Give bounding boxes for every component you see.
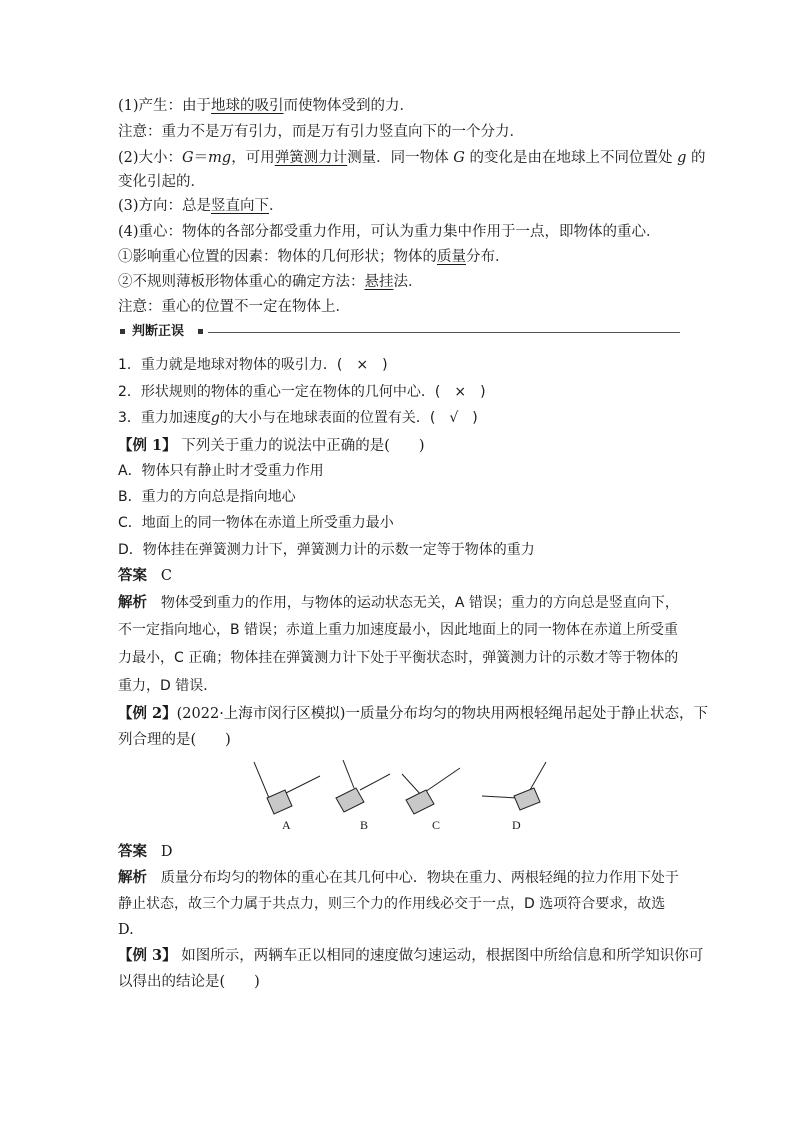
question-text: 下列关于重力的说法中正确的是( ) — [176, 438, 425, 454]
analysis-text: 重力，D 错误． — [118, 678, 218, 694]
option-c: C．地面上的同一物体在赤道上所受重力最小 — [118, 515, 394, 531]
block-a — [267, 790, 292, 814]
analysis-text: 质量分布均匀的物体的重心在其几何中心．物块在重力、两根轻绳的拉力作用下处于 — [160, 870, 679, 886]
text-segment: 的大小与在地球表面的位置有关．( √ ) — [219, 410, 478, 426]
example-3-question-cont: 以得出的结论是( ) — [118, 974, 260, 990]
hanging-blocks-diagram — [250, 756, 550, 838]
square-bullet-icon — [198, 329, 203, 334]
judgment-item — [118, 408, 478, 428]
example-3-question — [118, 946, 703, 966]
section-heading — [118, 322, 680, 342]
rope-line — [284, 776, 320, 794]
hanging-blocks-figure — [250, 756, 550, 838]
text-segment: ＝ — [193, 150, 209, 166]
rope-line — [343, 760, 354, 788]
note-line-method — [118, 272, 423, 292]
note-line-factors — [118, 247, 510, 267]
figure-label-b: B — [360, 818, 369, 832]
judgment-item: 2．形状规则的物体的重心一定在物体的几何中心．( × ) — [118, 384, 486, 400]
underlined-term: 竖直向下 — [211, 198, 270, 214]
text-segment: 法． — [393, 274, 423, 290]
text-segment: ①影响重心位置的因素：物体的几何形状；物体的 — [118, 249, 437, 265]
note-line-production — [118, 96, 414, 116]
square-bullet-icon — [120, 329, 125, 334]
analysis-label: 解析 — [118, 595, 147, 611]
underlined-term: 地球的吸引 — [211, 98, 284, 114]
math-symbol: G — [182, 150, 194, 166]
math-symbol: g — [210, 410, 220, 426]
underlined-term: 弹簧测力计 — [274, 150, 348, 166]
rope-line — [402, 774, 422, 796]
answer-value: D — [160, 844, 173, 860]
example-1-answer — [118, 566, 172, 586]
example-2-question — [118, 704, 708, 724]
math-symbol: g — [677, 150, 687, 166]
underlined-term: 质量 — [437, 249, 466, 265]
option-a: A．物体只有静止时才受重力作用 — [118, 463, 324, 479]
rope-line — [254, 762, 269, 798]
option-b: B．重力的方向总是指向地心 — [118, 489, 296, 505]
block-d — [514, 788, 540, 810]
text-segment: 而使物体受到的力． — [283, 98, 415, 114]
example-tag: 【例 3】 — [118, 947, 177, 964]
rope-line — [482, 796, 518, 798]
analysis-text: D. — [118, 922, 134, 938]
example-1-question — [118, 436, 425, 456]
example-2-analysis — [118, 868, 679, 888]
text-segment: 3．重力加速度 — [118, 410, 211, 426]
answer-label: 答案 — [118, 844, 147, 860]
text-segment: 测量．同一物体 — [347, 150, 454, 166]
text-segment: ②不规则薄板形物体重心的确定方法： — [118, 274, 365, 290]
judgment-item: 1．重力就是地球对物体的吸引力．( × ) — [118, 357, 388, 373]
note-line-direction — [118, 196, 284, 216]
analysis-label: 解析 — [118, 870, 147, 886]
text-segment: 的变化是由在地球上不同位置处 — [464, 150, 678, 166]
example-2-question-cont: 列合理的是( ) — [118, 732, 231, 748]
math-symbol: mg — [208, 150, 232, 166]
note-line-magnitude — [118, 148, 706, 168]
rope-line — [530, 762, 546, 790]
note-line-center-of-gravity: (4)重心：物体的各部分都受重力作用，可认为重力集中作用于一点，即物体的重心． — [118, 224, 661, 240]
section-divider — [208, 332, 680, 333]
rope-line — [425, 768, 460, 792]
analysis-text: 静止状态，故三个力属于共点力，则三个力的作用线必交于一点，D 选项符合要求，故选 — [118, 896, 666, 912]
example-tag: 【例 1】 — [118, 437, 177, 454]
example-2-answer — [118, 842, 172, 862]
text-segment: (2)大小： — [118, 150, 183, 166]
note-line-magnitude-cont: 变化引起的． — [118, 174, 205, 190]
rope-line — [360, 774, 390, 790]
question-text: (2022·上海市闵行区模拟)一质量分布均匀的物块用两根轻绳吊起处于静止状态，下 — [176, 706, 708, 722]
text-segment: ，可用 — [231, 150, 275, 166]
math-symbol: G — [453, 150, 465, 166]
underlined-term: 悬挂 — [364, 274, 394, 290]
question-text: 如图所示，两辆车正以相同的速度做匀速运动，根据图中所给信息和所学知识你可 — [176, 948, 704, 964]
block-b — [336, 788, 364, 812]
figure-label-c: C — [432, 818, 441, 832]
note-line-attention-1: 注意：重力不是万有引力，而是万有引力竖直向下的一个分力． — [118, 124, 524, 140]
answer-value: C — [160, 568, 172, 584]
text-segment: 的 — [686, 150, 706, 166]
analysis-text: 不一定指向地心，B 错误；赤道上重力加速度最小，因此地面上的同一物体在赤道上所受重 — [118, 622, 679, 638]
example-1-analysis — [118, 593, 679, 613]
text-segment: ． — [269, 198, 284, 214]
text-segment: (1)产生：由于 — [118, 98, 212, 114]
section-heading-title: 判断正误 — [132, 324, 185, 339]
figure-label-d: D — [512, 818, 521, 832]
block-c — [406, 790, 434, 814]
figure-label-a: A — [282, 818, 291, 832]
analysis-text: 力最小，C 正确；物体挂在弹簧测力计下处于平衡状态时，弹簧测力计的示数才等于物体的 — [118, 650, 679, 666]
analysis-text: 物体受到重力的作用，与物体的运动状态无关，A 错误；重力的方向总是竖直向下， — [160, 595, 679, 611]
example-tag: 【例 2】 — [118, 705, 177, 722]
note-line-attention-2: 注意：重心的位置不一定在物体上． — [118, 299, 350, 315]
text-segment: 分布． — [466, 249, 510, 265]
answer-label: 答案 — [118, 568, 147, 584]
text-segment: (3)方向：总是 — [118, 198, 212, 214]
option-d: D．物体挂在弹簧测力计下，弹簧测力计的示数一定等于物体的重力 — [118, 542, 535, 558]
